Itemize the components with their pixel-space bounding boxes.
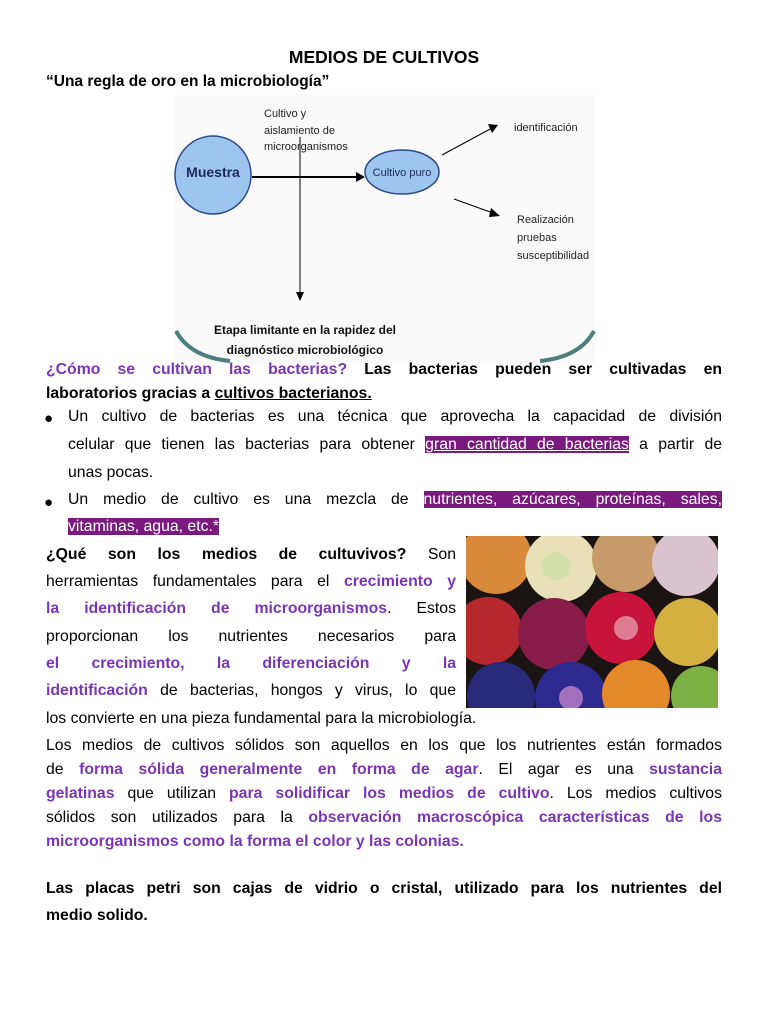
- diagram: [170, 95, 600, 363]
- p3-line-2-purple-2: sustancia: [649, 761, 722, 778]
- arrow-label-3: microorganismos: [264, 141, 348, 153]
- p3-line-2-b: . El agar es una: [478, 761, 650, 778]
- p3-line-1: Los medios de cultivos sólidos son aquellos en los que los nutrientes están formados: [46, 737, 722, 754]
- p4-line-1: Las placas petri son cajas de vidrio o cristal, utilizado para los nutrientes del: [46, 880, 722, 897]
- q1-answer-b: laboratorios gracias a: [46, 385, 215, 402]
- muestra-label: Muestra: [186, 164, 240, 180]
- q1-line-2: [46, 385, 372, 403]
- cultivo-puro-label: Cultivo puro: [372, 167, 432, 179]
- bullet-1-highlight: gran cantidad de bacterias: [425, 436, 629, 453]
- q2-line-3: [46, 600, 456, 618]
- q2-line-2-purple: crecimiento y: [343, 573, 456, 590]
- q2-line-6-purple: identificación: [46, 682, 148, 699]
- arrow-label-2: aislamiento de: [264, 125, 335, 137]
- q1-question: ¿Cómo se cultivan las bacterias?: [46, 361, 348, 378]
- q2-line-6-b: de bacterias, hongos y virus, lo que: [147, 682, 456, 699]
- bullet-2-line-2: [68, 518, 219, 536]
- etapa-label-1: Etapa limitante en la rapidez del: [213, 323, 397, 337]
- bullet-dot-1: ●: [44, 410, 54, 427]
- q1-line-1: [46, 361, 722, 379]
- p4-line-2: medio solido.: [46, 907, 148, 924]
- q2-line-6: [46, 682, 456, 700]
- q2-question: ¿Qué son los medios de cultuvivos?: [46, 546, 407, 563]
- q2-line-1: [46, 546, 456, 564]
- p3-line-2: [46, 761, 722, 779]
- bullet-1-line-2: [68, 436, 722, 454]
- p3-line-3-purple-1: gelatinas: [46, 785, 115, 802]
- petri-dishes-photo: [466, 536, 718, 708]
- bullet-1-text-b: a partir de: [628, 436, 723, 453]
- p3-line-3: [46, 785, 722, 803]
- etapa-label-2: diagnóstico microbiológico: [226, 343, 384, 357]
- p3-line-3-purple-2: para solidificar los medios de cultivo: [229, 785, 550, 802]
- q1-answer-underlined: cultivos bacterianos.: [214, 385, 372, 402]
- p3-line-2-purple-1: forma sólida generalmente en forma de agar: [79, 761, 479, 778]
- p3-line-3-b: . Los medios cultivos: [549, 785, 722, 802]
- bullet-2-highlight-2: vitaminas, agua, etc.*: [68, 518, 220, 535]
- q1-answer-a: Las bacterias pueden ser cultivadas en: [364, 361, 723, 378]
- identificacion-label: identificación: [514, 122, 578, 134]
- page-subtitle: “Una regla de oro en la microbiología”: [46, 73, 330, 90]
- realizacion-label-1: Realización: [517, 214, 574, 226]
- bullet-dot-2: ●: [44, 494, 54, 511]
- q2-line-3-b: . Estos: [387, 600, 456, 617]
- p3-line-4-purple: observación macroscópica características de los: [308, 809, 722, 826]
- q2-line-2: [46, 573, 456, 591]
- bullet-1-text-a: celular que tienen las bacterias para obtener: [68, 436, 426, 453]
- realizacion-label-3: susceptibilidad: [517, 250, 590, 262]
- bullet-1-line-1: Un cultivo de bacterias es una técnica que aprovecha la capacidad de división: [68, 408, 722, 425]
- bullet-2-highlight-1: nutrientes, azúcares, proteínas, sales,: [423, 491, 722, 508]
- arrow-label-1: Cultivo y: [264, 108, 307, 120]
- q2-line-5: el crecimiento, la diferenciación y la: [46, 655, 456, 672]
- q2-line-7: los convierte en una pieza fundamental para la microbiología.: [46, 710, 477, 727]
- p3-line-4-a: sólidos son utilizados para la: [46, 809, 309, 826]
- p3-line-3-a: que utilizan: [114, 785, 230, 802]
- q2-line-3-purple: la identificación de microorganismos: [46, 600, 388, 617]
- bullet-2-text-a: Un medio de cultivo es una mezcla de: [68, 491, 424, 508]
- bullet-2-line-1: [68, 491, 722, 509]
- p3-line-5: microorganismos como la forma el color y las colonias.: [46, 833, 464, 850]
- page-title: MEDIOS DE CULTIVOS: [288, 47, 480, 67]
- bullet-1-line-3: unas pocas.: [68, 464, 154, 481]
- p3-line-4: [46, 809, 722, 827]
- q2-line-1-b: Son: [427, 546, 456, 563]
- realizacion-label-2: pruebas: [517, 232, 557, 244]
- q2-line-4: proporcionan los nutrientes necesarios para: [46, 628, 456, 645]
- q2-line-2-a: herramientas fundamentales para el: [46, 573, 344, 590]
- p3-line-2-a: de: [46, 761, 80, 778]
